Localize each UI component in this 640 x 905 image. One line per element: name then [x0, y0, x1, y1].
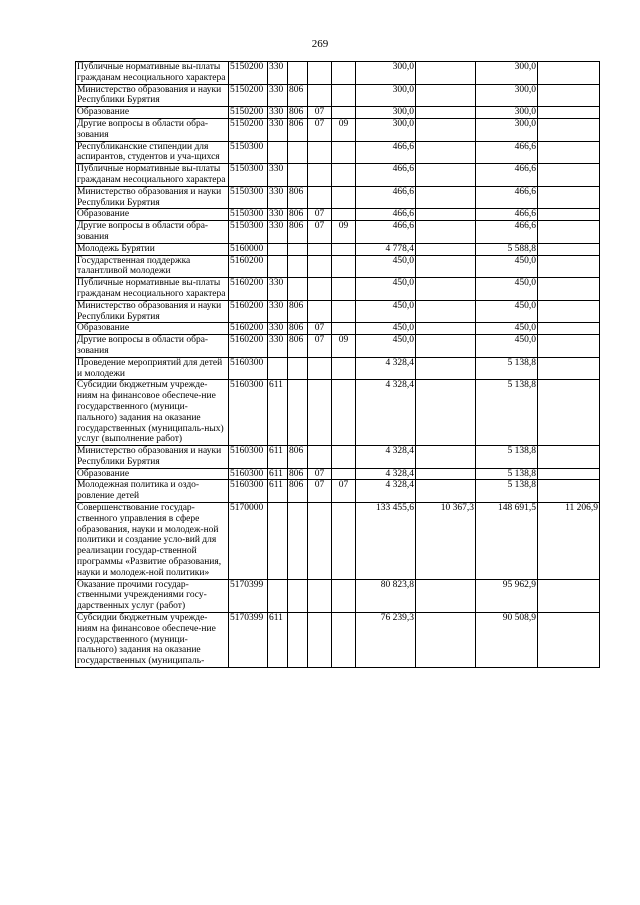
cell-amount-2 [416, 164, 476, 187]
cell-amount-4 [538, 323, 600, 335]
cell-name: Молодежь Бурятии [76, 243, 229, 255]
cell-amount-3: 5 138,8 [476, 380, 538, 446]
cell-target-code: 5150300 [229, 221, 268, 244]
cell-amount-1: 450,0 [356, 300, 416, 323]
cell-department [288, 579, 308, 612]
cell-name: Другие вопросы в области обра-зования [76, 221, 229, 244]
table-row [76, 84, 600, 107]
cell-amount-2 [416, 221, 476, 244]
cell-amount-2 [416, 613, 476, 668]
cell-amount-4 [538, 243, 600, 255]
table-row [76, 243, 600, 255]
cell-expense-type [268, 255, 288, 278]
cell-amount-2 [416, 62, 476, 85]
cell-name: Государственная поддержка талантливой молодежи [76, 255, 229, 278]
cell-name: Публичные нормативные вы-платы гражданам несоциального характера [76, 164, 229, 187]
cell-subsection: 07 [332, 480, 356, 503]
cell-amount-3: 466,6 [476, 164, 538, 187]
cell-amount-1: 76 239,3 [356, 613, 416, 668]
table-row [76, 468, 600, 480]
cell-amount-4 [538, 255, 600, 278]
cell-subsection [332, 323, 356, 335]
cell-subsection [332, 243, 356, 255]
cell-amount-1: 450,0 [356, 255, 416, 278]
cell-name: Совершенствование государ-ственного управления в сфере образования, науки и молодеж-ной политики и создание усло-вий для реализации государ-ственной программы «Развитие образования, науки и молодеж-ной политики» [76, 503, 229, 580]
cell-expense-type: 330 [268, 300, 288, 323]
cell-section [308, 357, 332, 380]
cell-amount-1: 466,6 [356, 164, 416, 187]
cell-department: 806 [288, 468, 308, 480]
cell-department [288, 62, 308, 85]
cell-amount-4 [538, 446, 600, 469]
cell-department [288, 164, 308, 187]
cell-amount-2 [416, 357, 476, 380]
cell-target-code: 5150200 [229, 118, 268, 141]
cell-amount-1: 4 328,4 [356, 468, 416, 480]
cell-amount-1: 133 455,6 [356, 503, 416, 580]
cell-department: 806 [288, 209, 308, 221]
cell-section [308, 503, 332, 580]
cell-amount-3: 5 138,8 [476, 480, 538, 503]
cell-expense-type: 330 [268, 209, 288, 221]
cell-amount-2 [416, 278, 476, 301]
cell-subsection [332, 278, 356, 301]
table-row [76, 503, 600, 580]
table-row [76, 300, 600, 323]
cell-name: Субсидии бюджетным учрежде-ниям на финансовое обеспече-ние государственного (муници-пального) задания на оказание государственных (муниципаль-ных) услуг (выполнение работ) [76, 380, 229, 446]
cell-subsection [332, 255, 356, 278]
cell-target-code: 5160300 [229, 357, 268, 380]
cell-amount-1: 300,0 [356, 118, 416, 141]
cell-expense-type: 611 [268, 480, 288, 503]
cell-name: Другие вопросы в области обра-зования [76, 118, 229, 141]
cell-target-code: 5150300 [229, 141, 268, 164]
cell-name: Министерство образования и науки Республики Бурятия [76, 84, 229, 107]
cell-section [308, 186, 332, 209]
cell-subsection: 09 [332, 118, 356, 141]
cell-subsection: 09 [332, 221, 356, 244]
cell-section: 07 [308, 480, 332, 503]
cell-amount-3: 5 138,8 [476, 468, 538, 480]
cell-name: Субсидии бюджетным учрежде-ниям на финансовое обеспече-ние государственного (муници-пального) задания на оказание государственных (муниципаль- [76, 613, 229, 668]
cell-amount-1: 300,0 [356, 84, 416, 107]
cell-amount-4 [538, 278, 600, 301]
cell-subsection [332, 579, 356, 612]
cell-amount-1: 4 328,4 [356, 480, 416, 503]
table-row [76, 380, 600, 446]
cell-amount-2 [416, 323, 476, 335]
cell-amount-4 [538, 62, 600, 85]
cell-section [308, 243, 332, 255]
cell-section [308, 579, 332, 612]
cell-section: 07 [308, 107, 332, 119]
cell-amount-1: 466,6 [356, 209, 416, 221]
cell-department: 806 [288, 446, 308, 469]
cell-target-code: 5160200 [229, 278, 268, 301]
cell-target-code: 5170399 [229, 613, 268, 668]
cell-name: Образование [76, 107, 229, 119]
cell-expense-type [268, 243, 288, 255]
cell-amount-3: 466,6 [476, 186, 538, 209]
cell-subsection [332, 357, 356, 380]
cell-department [288, 613, 308, 668]
table-row [76, 221, 600, 244]
cell-amount-3: 300,0 [476, 107, 538, 119]
cell-section [308, 613, 332, 668]
table-row [76, 107, 600, 119]
cell-name: Образование [76, 323, 229, 335]
cell-amount-2 [416, 209, 476, 221]
cell-amount-3: 5 588,8 [476, 243, 538, 255]
cell-expense-type: 611 [268, 613, 288, 668]
cell-amount-3: 450,0 [476, 323, 538, 335]
cell-amount-2 [416, 107, 476, 119]
cell-section: 07 [308, 468, 332, 480]
table-row [76, 480, 600, 503]
cell-amount-2 [416, 118, 476, 141]
cell-section [308, 255, 332, 278]
cell-target-code: 5160300 [229, 380, 268, 446]
page-number: 269 [311, 38, 329, 50]
cell-name: Оказание прочими государ-ственными учреждениями госу-дарственных услуг (работ) [76, 579, 229, 612]
cell-expense-type [268, 141, 288, 164]
cell-subsection [332, 62, 356, 85]
cell-name: Образование [76, 468, 229, 480]
table-body [76, 62, 600, 668]
cell-section [308, 446, 332, 469]
cell-subsection [332, 446, 356, 469]
cell-name: Публичные нормативные вы-платы гражданам несоциального характера [76, 278, 229, 301]
cell-expense-type [268, 579, 288, 612]
cell-amount-1: 80 823,8 [356, 579, 416, 612]
cell-department [288, 141, 308, 164]
cell-subsection [332, 613, 356, 668]
cell-section: 07 [308, 118, 332, 141]
cell-amount-3: 5 138,8 [476, 357, 538, 380]
cell-amount-3: 450,0 [476, 255, 538, 278]
table-row [76, 357, 600, 380]
cell-expense-type: 330 [268, 186, 288, 209]
cell-target-code: 5150200 [229, 62, 268, 85]
cell-amount-4 [538, 613, 600, 668]
cell-target-code: 5150200 [229, 84, 268, 107]
cell-target-code: 5150300 [229, 164, 268, 187]
cell-target-code: 5150300 [229, 209, 268, 221]
cell-expense-type: 330 [268, 323, 288, 335]
budget-table [75, 61, 600, 668]
cell-expense-type: 611 [268, 468, 288, 480]
cell-amount-1: 4 328,4 [356, 380, 416, 446]
cell-section [308, 141, 332, 164]
cell-amount-3: 148 691,5 [476, 503, 538, 580]
cell-expense-type: 611 [268, 380, 288, 446]
cell-name: Другие вопросы в области обра-зования [76, 335, 229, 358]
cell-name: Министерство образования и науки Республики Бурятия [76, 186, 229, 209]
cell-target-code: 5150200 [229, 107, 268, 119]
cell-amount-3: 450,0 [476, 335, 538, 358]
cell-amount-3: 466,6 [476, 209, 538, 221]
cell-amount-2 [416, 579, 476, 612]
cell-subsection [332, 503, 356, 580]
cell-amount-3: 450,0 [476, 278, 538, 301]
cell-department [288, 503, 308, 580]
cell-amount-4 [538, 141, 600, 164]
cell-amount-1: 450,0 [356, 323, 416, 335]
cell-name: Министерство образования и науки Республики Бурятия [76, 300, 229, 323]
cell-expense-type: 611 [268, 446, 288, 469]
cell-amount-4 [538, 118, 600, 141]
cell-name: Молодежная политика и оздо-ровление детей [76, 480, 229, 503]
cell-expense-type: 330 [268, 278, 288, 301]
table-row [76, 613, 600, 668]
cell-amount-4 [538, 221, 600, 244]
cell-expense-type: 330 [268, 84, 288, 107]
table-row [76, 164, 600, 187]
cell-department [288, 380, 308, 446]
cell-name: Проведение мероприятий для детей и молодежи [76, 357, 229, 380]
cell-amount-4 [538, 164, 600, 187]
cell-amount-3: 90 508,9 [476, 613, 538, 668]
cell-amount-3: 466,6 [476, 221, 538, 244]
cell-department: 806 [288, 323, 308, 335]
cell-department [288, 357, 308, 380]
cell-amount-2 [416, 468, 476, 480]
cell-section [308, 84, 332, 107]
cell-amount-1: 4 778,4 [356, 243, 416, 255]
cell-amount-1: 4 328,4 [356, 446, 416, 469]
cell-amount-4 [538, 357, 600, 380]
cell-section [308, 380, 332, 446]
cell-name: Образование [76, 209, 229, 221]
table-row [76, 579, 600, 612]
cell-amount-3: 466,6 [476, 141, 538, 164]
cell-amount-1: 466,6 [356, 221, 416, 244]
cell-amount-1: 300,0 [356, 107, 416, 119]
cell-amount-4 [538, 579, 600, 612]
cell-amount-3: 450,0 [476, 300, 538, 323]
cell-expense-type: 330 [268, 62, 288, 85]
cell-amount-3: 5 138,8 [476, 446, 538, 469]
cell-target-code: 5150300 [229, 186, 268, 209]
cell-department: 806 [288, 480, 308, 503]
table-row [76, 335, 600, 358]
cell-amount-2 [416, 141, 476, 164]
cell-amount-1: 466,6 [356, 141, 416, 164]
cell-amount-2: 10 367,3 [416, 503, 476, 580]
table-row [76, 323, 600, 335]
cell-subsection [332, 107, 356, 119]
cell-target-code: 5170399 [229, 579, 268, 612]
cell-expense-type [268, 503, 288, 580]
cell-amount-4: 11 206,9 [538, 503, 600, 580]
cell-amount-1: 466,6 [356, 186, 416, 209]
cell-department [288, 243, 308, 255]
cell-amount-2 [416, 84, 476, 107]
table-row [76, 255, 600, 278]
cell-expense-type: 330 [268, 107, 288, 119]
cell-subsection [332, 141, 356, 164]
cell-amount-2 [416, 335, 476, 358]
cell-subsection [332, 164, 356, 187]
table-row [76, 186, 600, 209]
cell-target-code: 5160200 [229, 323, 268, 335]
cell-subsection: 09 [332, 335, 356, 358]
cell-amount-4 [538, 380, 600, 446]
cell-section: 07 [308, 323, 332, 335]
table-row [76, 118, 600, 141]
cell-target-code: 5160300 [229, 480, 268, 503]
cell-amount-2 [416, 446, 476, 469]
cell-expense-type: 330 [268, 335, 288, 358]
cell-amount-1: 450,0 [356, 278, 416, 301]
cell-amount-4 [538, 84, 600, 107]
cell-amount-2 [416, 380, 476, 446]
cell-amount-3: 300,0 [476, 118, 538, 141]
cell-target-code: 5160200 [229, 300, 268, 323]
cell-amount-2 [416, 300, 476, 323]
cell-name: Республиканские стипендии для аспирантов, студентов и уча-щихся [76, 141, 229, 164]
cell-amount-4 [538, 300, 600, 323]
cell-amount-3: 300,0 [476, 62, 538, 85]
cell-amount-4 [538, 209, 600, 221]
cell-expense-type: 330 [268, 164, 288, 187]
table-row [76, 62, 600, 85]
cell-section: 07 [308, 209, 332, 221]
cell-section: 07 [308, 221, 332, 244]
cell-amount-1: 4 328,4 [356, 357, 416, 380]
cell-subsection [332, 380, 356, 446]
cell-amount-4 [538, 186, 600, 209]
cell-subsection [332, 468, 356, 480]
cell-amount-1: 300,0 [356, 62, 416, 85]
cell-target-code: 5170000 [229, 503, 268, 580]
cell-department: 806 [288, 335, 308, 358]
cell-section [308, 164, 332, 187]
cell-amount-4 [538, 335, 600, 358]
cell-section: 07 [308, 335, 332, 358]
table-row [76, 209, 600, 221]
cell-amount-4 [538, 480, 600, 503]
table-row [76, 278, 600, 301]
cell-amount-2 [416, 255, 476, 278]
cell-name: Министерство образования и науки Республики Бурятия [76, 446, 229, 469]
cell-amount-3: 300,0 [476, 84, 538, 107]
cell-expense-type [268, 357, 288, 380]
cell-department: 806 [288, 107, 308, 119]
cell-amount-2 [416, 186, 476, 209]
cell-subsection [332, 84, 356, 107]
cell-amount-4 [538, 107, 600, 119]
cell-amount-4 [538, 468, 600, 480]
cell-target-code: 5160000 [229, 243, 268, 255]
cell-amount-3: 95 962,9 [476, 579, 538, 612]
cell-subsection [332, 209, 356, 221]
cell-amount-2 [416, 243, 476, 255]
table-row [76, 446, 600, 469]
cell-department: 806 [288, 221, 308, 244]
cell-department [288, 255, 308, 278]
cell-target-code: 5160200 [229, 255, 268, 278]
cell-department: 806 [288, 118, 308, 141]
cell-amount-2 [416, 480, 476, 503]
cell-target-code: 5160300 [229, 468, 268, 480]
cell-section [308, 278, 332, 301]
cell-department: 806 [288, 186, 308, 209]
cell-subsection [332, 186, 356, 209]
cell-subsection [332, 300, 356, 323]
cell-expense-type: 330 [268, 221, 288, 244]
cell-section [308, 62, 332, 85]
cell-expense-type: 330 [268, 118, 288, 141]
cell-section [308, 300, 332, 323]
cell-target-code: 5160300 [229, 446, 268, 469]
cell-name: Публичные нормативные вы-платы гражданам несоциального характера [76, 62, 229, 85]
cell-department: 806 [288, 300, 308, 323]
table-row [76, 141, 600, 164]
cell-department: 806 [288, 84, 308, 107]
cell-target-code: 5160200 [229, 335, 268, 358]
cell-department [288, 278, 308, 301]
cell-amount-1: 450,0 [356, 335, 416, 358]
